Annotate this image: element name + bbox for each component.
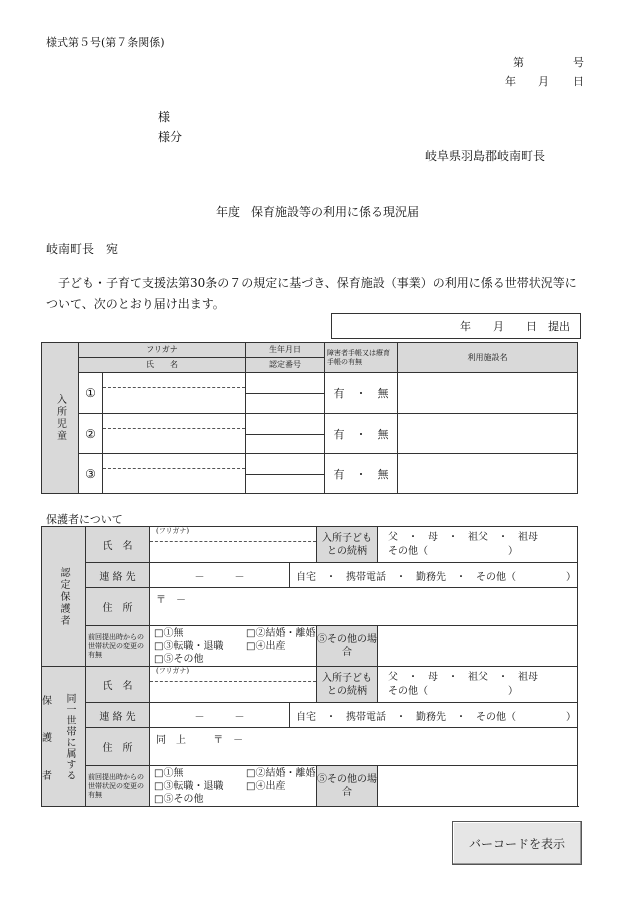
opt-marriage[interactable]: □②結婚・離婚 bbox=[246, 627, 316, 639]
change-label: 前回提出時からの世帯状況の変更の有無 bbox=[86, 766, 150, 807]
recipient-samabun: 様分 bbox=[158, 130, 183, 144]
relation-label: 入所子どもとの続柄 bbox=[317, 667, 378, 703]
relation-options: 父 ・ 母 ・ 祖父 ・ 祖母 bbox=[388, 531, 538, 543]
guardian-heading: 保護者について bbox=[46, 513, 123, 526]
child-birth-cert-field[interactable] bbox=[246, 454, 325, 494]
other-case-label: ⑤その他の場合 bbox=[317, 626, 378, 667]
furigana-label: (フリガナ) bbox=[150, 527, 316, 542]
relation-other: その他（ ） bbox=[388, 685, 518, 697]
household-guardian-label: 保 護 者 同一世帯に属する bbox=[42, 667, 86, 807]
col-disability: 障害者手帳又は療育手帳の有無 bbox=[325, 343, 398, 373]
relation-field[interactable] bbox=[378, 667, 578, 703]
phone-field[interactable]: － － bbox=[150, 563, 290, 588]
col-furigana: フリガナ bbox=[79, 343, 246, 358]
issuer: 岐阜県羽島郡岐南町長 bbox=[425, 149, 546, 163]
relation-options: 父 ・ 母 ・ 祖父 ・ 祖母 bbox=[388, 671, 538, 683]
doc-number-go: 号 bbox=[573, 56, 584, 69]
opt-none[interactable]: □①無 bbox=[154, 767, 184, 779]
body-text: 子ども・子育て支援法第30条の７の規定に基づき、保育施設（事業）の利用に係る世帯状況等について、次のとおり届け出ます。 bbox=[46, 276, 577, 311]
children-section-label: 入所児童 bbox=[42, 343, 79, 494]
submit-date-text: 年 月 日 提出 bbox=[460, 320, 570, 333]
col-facility: 利用施設名 bbox=[398, 343, 578, 373]
child-birth-cert-field[interactable] bbox=[246, 414, 325, 454]
contact-label: 連 絡 先 bbox=[86, 703, 150, 728]
doc-number-dai: 第 bbox=[513, 56, 524, 69]
title-nendo: 年度 bbox=[216, 205, 241, 219]
child-row-number: ② bbox=[79, 414, 103, 454]
other-case-field[interactable] bbox=[378, 766, 578, 807]
date-day: 日 bbox=[573, 75, 584, 88]
child-facility-field[interactable] bbox=[398, 454, 578, 494]
change-label: 前回提出時からの世帯状況の変更の有無 bbox=[86, 626, 150, 667]
child-row-number: ① bbox=[79, 373, 103, 414]
relation-other: その他（ ） bbox=[388, 545, 518, 557]
child-row-2 bbox=[42, 414, 578, 454]
contact-type-choice[interactable]: 自宅 ・ 携帯電話 ・ 勤務先 ・ その他（ ） bbox=[290, 703, 578, 728]
child-row-3 bbox=[42, 454, 578, 494]
change-options[interactable] bbox=[150, 766, 317, 807]
form-number: 様式第５号(第７条関係) bbox=[46, 36, 165, 49]
address-field[interactable] bbox=[150, 728, 578, 766]
other-case-label: ⑤その他の場合 bbox=[317, 766, 378, 807]
name-label: 氏 名 bbox=[86, 667, 150, 703]
opt-other[interactable]: □⑤その他 bbox=[154, 793, 204, 805]
date-month: 月 bbox=[538, 75, 549, 88]
opt-birth[interactable]: □④出産 bbox=[246, 640, 286, 652]
postal-mark: 〒 － bbox=[156, 595, 186, 606]
relation-label: 入所子どもとの続柄 bbox=[317, 527, 378, 563]
address-label: 住 所 bbox=[86, 588, 150, 626]
guardian-table bbox=[41, 526, 578, 807]
guardian-name-field[interactable] bbox=[150, 527, 317, 563]
opt-marriage[interactable]: □②結婚・離婚 bbox=[246, 767, 316, 779]
same-as-above: 同 上 bbox=[156, 735, 186, 746]
child-row-number: ③ bbox=[79, 454, 103, 494]
col-birthdate: 生年月日 bbox=[246, 343, 325, 358]
guardian-name-field[interactable] bbox=[150, 667, 317, 703]
children-table bbox=[41, 342, 578, 494]
document-title: 保育施設等の利用に係る現況届 bbox=[251, 205, 420, 219]
child-row-1 bbox=[42, 373, 578, 414]
contact-label: 連 絡 先 bbox=[86, 563, 150, 588]
col-name: 氏 名 bbox=[79, 358, 246, 373]
address-label: 住 所 bbox=[86, 728, 150, 766]
child-disability-choice[interactable]: 有 ・ 無 bbox=[325, 373, 398, 414]
relation-field[interactable] bbox=[378, 527, 578, 563]
child-disability-choice[interactable]: 有 ・ 無 bbox=[325, 414, 398, 454]
child-disability-choice[interactable]: 有 ・ 無 bbox=[325, 454, 398, 494]
child-name-field[interactable] bbox=[103, 414, 246, 454]
other-case-field[interactable] bbox=[378, 626, 578, 667]
address-field[interactable] bbox=[150, 588, 578, 626]
child-name-field[interactable] bbox=[103, 454, 246, 494]
addressee: 岐南町長 宛 bbox=[46, 242, 119, 256]
phone-field[interactable]: － － bbox=[150, 703, 290, 728]
col-cert-number: 認定番号 bbox=[246, 358, 325, 373]
furigana-label: (フリガナ) bbox=[150, 667, 316, 682]
certified-guardian-label: 認定保護者 bbox=[42, 527, 86, 667]
submit-date-box[interactable] bbox=[331, 313, 581, 339]
opt-other[interactable]: □⑤その他 bbox=[154, 653, 204, 665]
postal-mark: 〒 － bbox=[213, 735, 244, 746]
child-name-field[interactable] bbox=[103, 373, 246, 414]
opt-none[interactable]: □①無 bbox=[154, 627, 184, 639]
opt-job[interactable]: □③転職・退職 bbox=[154, 780, 224, 792]
show-barcode-button[interactable]: バーコードを表示 bbox=[452, 821, 582, 865]
name-label: 氏 名 bbox=[86, 527, 150, 563]
recipient-sama: 様 bbox=[158, 110, 171, 124]
contact-type-choice[interactable]: 自宅 ・ 携帯電話 ・ 勤務先 ・ その他（ ） bbox=[290, 563, 578, 588]
opt-job[interactable]: □③転職・退職 bbox=[154, 640, 224, 652]
child-facility-field[interactable] bbox=[398, 373, 578, 414]
date-year: 年 bbox=[505, 75, 516, 88]
child-birth-cert-field[interactable] bbox=[246, 373, 325, 414]
opt-birth[interactable]: □④出産 bbox=[246, 780, 286, 792]
child-facility-field[interactable] bbox=[398, 414, 578, 454]
change-options[interactable] bbox=[150, 626, 317, 667]
